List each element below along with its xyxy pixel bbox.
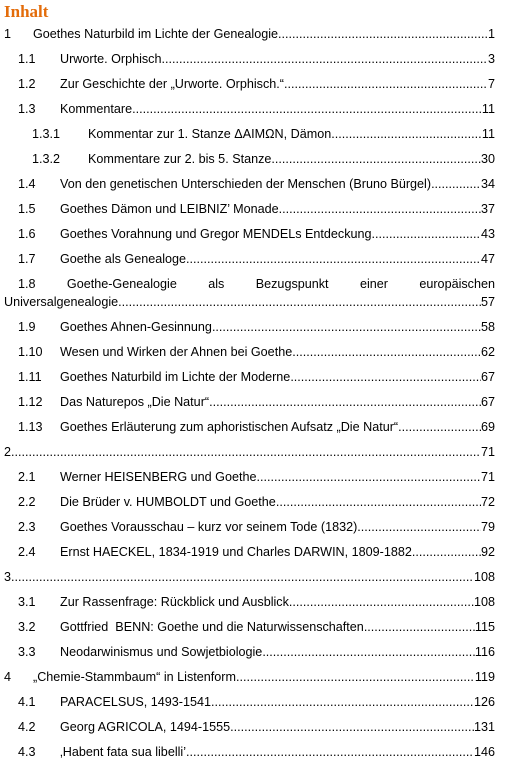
toc-entry-1-13[interactable] — [18, 420, 495, 435]
toc-entry-page: 67 — [480, 395, 495, 409]
toc-entry-title: Zur Geschichte der „Urworte. Orphisch.“ — [60, 77, 284, 91]
toc-entry-title: Goethes Naturbild im Lichte der Moderne — [60, 370, 291, 384]
toc-entry-page: 1 — [487, 27, 495, 41]
toc-entry-1-2[interactable] — [18, 77, 495, 92]
toc-entry-4-3[interactable] — [18, 745, 495, 760]
toc-entry-title-word: Goethe-Genealogie — [66, 277, 177, 291]
toc-entry-1-3[interactable] — [18, 102, 495, 117]
toc-entry-page: 57 — [480, 295, 495, 309]
dot-leader — [230, 720, 474, 735]
toc-entry-1-4[interactable] — [18, 177, 495, 192]
dot-leader — [271, 152, 481, 167]
dot-leader — [132, 102, 482, 117]
dot-leader — [372, 227, 481, 242]
toc-entry-title: Von den genetischen Unterschieden der Menschen (Bruno Bürgel) — [60, 177, 432, 191]
toc-entry-number: 3.3 — [18, 645, 36, 659]
dot-leader — [292, 345, 481, 360]
toc-entry-1-6[interactable] — [18, 227, 495, 242]
toc-entry-1-11[interactable] — [18, 370, 495, 385]
dot-leader — [412, 545, 481, 560]
toc-entry-2-4[interactable] — [18, 545, 495, 560]
toc-entry-number: 4.3 — [18, 745, 36, 759]
toc-entry-page: 108 — [473, 595, 495, 609]
toc-entry-title: Goethes Naturbild im Lichte der Genealogie — [33, 27, 279, 41]
toc-entry-title-word: einer — [359, 277, 388, 291]
dot-leader — [236, 670, 475, 685]
toc-entry-number: 1.5 — [18, 202, 36, 216]
toc-entry-number: 1.3 — [18, 102, 36, 116]
toc-entry-page: 11 — [481, 102, 495, 116]
toc-entry-title-word: Bezugspunkt — [255, 277, 329, 291]
dot-leader — [364, 620, 475, 635]
toc-entry-title: Wesen und Wirken der Ahnen bei Goethe — [60, 345, 293, 359]
toc-entry-number: 1 — [4, 27, 12, 41]
toc-entry-number: 1.12 — [18, 395, 43, 409]
toc-entry-2-3[interactable] — [18, 520, 495, 535]
toc-entry-title: Goethes Ahnen-Gesinnung — [60, 320, 212, 334]
toc-entry-page: 7 — [487, 77, 495, 91]
dot-leader — [331, 127, 482, 142]
toc-entry-title: ‚Habent fata sua libelli’ — [60, 745, 187, 759]
toc-entry-2-2[interactable] — [18, 495, 495, 510]
toc-entry-title: Goethe als Genealoge — [60, 252, 187, 266]
toc-entry-title-line2: Universalgenealogie — [4, 295, 119, 309]
dot-leader — [186, 252, 481, 267]
toc-entry-number: 3 — [4, 570, 12, 584]
toc-entry-page: 119 — [474, 670, 495, 684]
toc-entry-title: Goethes Vorausschau – kurz vor seinem Tode (1832) — [60, 520, 358, 534]
toc-entry-number: 4 — [4, 670, 12, 684]
toc-entry-title: Georg AGRICOLA, 1494-1555 — [60, 720, 231, 734]
toc-entry-page: 108 — [473, 570, 495, 584]
dot-leader — [211, 695, 474, 710]
toc-entry-title: Zur Rassenfrage: Rückblick und Ausblick — [60, 595, 289, 609]
toc-entry-page: 79 — [480, 520, 495, 534]
dot-leader — [284, 77, 488, 92]
toc-entry-number: 4.2 — [18, 720, 36, 734]
toc-entry-page: 131 — [473, 720, 495, 734]
dot-leader — [186, 745, 474, 760]
toc-entry-title: Das Naturepos „Die Natur“ — [60, 395, 210, 409]
toc-entry-title: Goethes Dämon und LEIBNIZ’ Monade — [60, 202, 279, 216]
toc-entry-page: 67 — [480, 370, 495, 384]
toc-entry-1-3-2[interactable] — [32, 152, 495, 167]
toc-entry-page: 34 — [480, 177, 495, 191]
toc-entry-title: „Chemie-Stammbaum“ in Listenform — [33, 670, 236, 684]
toc-entry-title-word: als — [208, 277, 225, 291]
toc-entry-2[interactable] — [4, 445, 495, 460]
dot-leader — [11, 445, 481, 460]
toc-entry-3-3[interactable] — [18, 645, 495, 660]
toc-entry-page: 43 — [480, 227, 495, 241]
toc-entry-number: 1.13 — [18, 420, 43, 434]
toc-entry-1-7[interactable] — [18, 252, 495, 267]
dot-leader — [262, 645, 475, 660]
toc-entry-number: 1.7 — [18, 252, 36, 266]
toc-entry-page: 146 — [473, 745, 495, 759]
toc-entry-title-line1 — [18, 277, 495, 292]
toc-entry-title: Kommentar zur 1. Stanze ΔΑΙΜΩΝ, Dämon — [88, 127, 332, 141]
dot-leader — [256, 470, 481, 485]
toc-entry-page: 30 — [480, 152, 495, 166]
toc-entry-4[interactable] — [4, 670, 495, 685]
toc-entry-title: Gottfried BENN: Goethe und die Naturwissenschaften — [60, 620, 364, 634]
toc-entry-title: Urworte. Orphisch. — [60, 52, 165, 66]
dot-leader — [398, 420, 481, 435]
dot-leader — [290, 370, 481, 385]
toc-entry-number: 1.10 — [18, 345, 43, 359]
dot-leader — [431, 177, 481, 192]
toc-entry-title: Neodarwinismus und Sowjetbiologie — [60, 645, 263, 659]
toc-entry-number: 2.3 — [18, 520, 36, 534]
toc-entry-number: 1.4 — [18, 177, 36, 191]
toc-entry-3-1[interactable] — [18, 595, 495, 610]
toc-entry-page: 58 — [480, 320, 495, 334]
toc-entry-number: 2.2 — [18, 495, 36, 509]
toc-entry-title: Ernst HAECKEL, 1834-1919 und Charles DARWIN, 1809-1882 — [60, 545, 412, 559]
toc-entry-title: Werner HEISENBERG und Goethe — [60, 470, 257, 484]
toc-entry-page: 37 — [480, 202, 495, 216]
dot-leader — [11, 570, 474, 585]
toc-entry-title: Die Brüder v. HUMBOLDT und Goethe — [60, 495, 276, 509]
toc-entry-page: 62 — [480, 345, 495, 359]
toc-entry-number: 1.1 — [18, 52, 36, 66]
toc-entry-number: 1.9 — [18, 320, 36, 334]
toc-entry-1-1[interactable] — [18, 52, 495, 67]
dot-leader — [289, 595, 474, 610]
toc-entry-title: Goethes Erläuterung zum aphoristischen Aufsatz „Die Natur“ — [60, 420, 399, 434]
toc-entry-3-2[interactable] — [18, 620, 495, 635]
toc-entry-number: 1.11 — [18, 370, 42, 384]
toc-entry-page: 115 — [474, 620, 495, 634]
dot-leader — [276, 495, 481, 510]
toc-entry-number: 3.1 — [18, 595, 36, 609]
dot-leader — [209, 395, 481, 410]
toc-entry-page: 69 — [480, 420, 495, 434]
dot-leader — [165, 52, 488, 67]
toc-entry-page: 3 — [487, 52, 495, 66]
toc-entry-title-word: europäischen — [419, 277, 495, 291]
toc-entry-number: 2.4 — [18, 545, 36, 559]
toc-entry-1-3-1[interactable] — [32, 127, 495, 142]
dot-leader — [279, 202, 481, 217]
toc-entry-4-1[interactable] — [18, 695, 495, 710]
toc-entry-number: 1.8 — [18, 277, 36, 291]
toc-entry-number: 1.6 — [18, 227, 36, 241]
dot-leader — [357, 520, 481, 535]
toc-entry-page: 47 — [480, 252, 495, 266]
toc-entry-2-1[interactable] — [18, 470, 495, 485]
toc-entry-number: 2.1 — [18, 470, 36, 484]
toc-entry-page: 71 — [480, 470, 495, 484]
dot-leader — [278, 27, 488, 42]
toc-entry-4-2[interactable] — [18, 720, 495, 735]
toc-entry-number: 2 — [4, 445, 12, 459]
toc-entry-title: Kommentare zur 2. bis 5. Stanze — [88, 152, 272, 166]
toc-entry-number: 3.2 — [18, 620, 36, 634]
toc-entry-title: PARACELSUS, 1493-1541 — [60, 695, 211, 709]
toc-entry-number: 1.3.1 — [32, 127, 61, 141]
toc-entry-title: Kommentare — [60, 102, 133, 116]
toc-entry-number: 1.3.2 — [32, 152, 61, 166]
dot-leader — [212, 320, 481, 335]
toc-entry-number: 4.1 — [18, 695, 36, 709]
dot-leader — [118, 295, 481, 310]
toc-entry-1-9[interactable] — [18, 320, 495, 335]
toc-entry-page: 92 — [480, 545, 495, 559]
toc-entry-title: Goethes Vorahnung und Gregor MENDELs Entdeckung — [60, 227, 372, 241]
toc-entry-page: 72 — [480, 495, 495, 509]
toc-entry-number: 1.2 — [18, 77, 36, 91]
toc-entry-1-8[interactable] — [4, 277, 495, 310]
toc-entry-page: 116 — [474, 645, 495, 659]
toc-entry-page: 11 — [481, 127, 495, 141]
toc-entry-3[interactable] — [4, 570, 495, 585]
toc-heading: Inhalt — [4, 2, 49, 21]
toc-entry-1-5[interactable] — [18, 202, 495, 217]
toc-entry-1-10[interactable] — [18, 345, 495, 360]
toc-entry-1-12[interactable] — [18, 395, 495, 410]
toc-entry-page: 126 — [473, 695, 495, 709]
toc-entry-1[interactable] — [4, 27, 495, 42]
toc-entry-page: 71 — [480, 445, 495, 459]
